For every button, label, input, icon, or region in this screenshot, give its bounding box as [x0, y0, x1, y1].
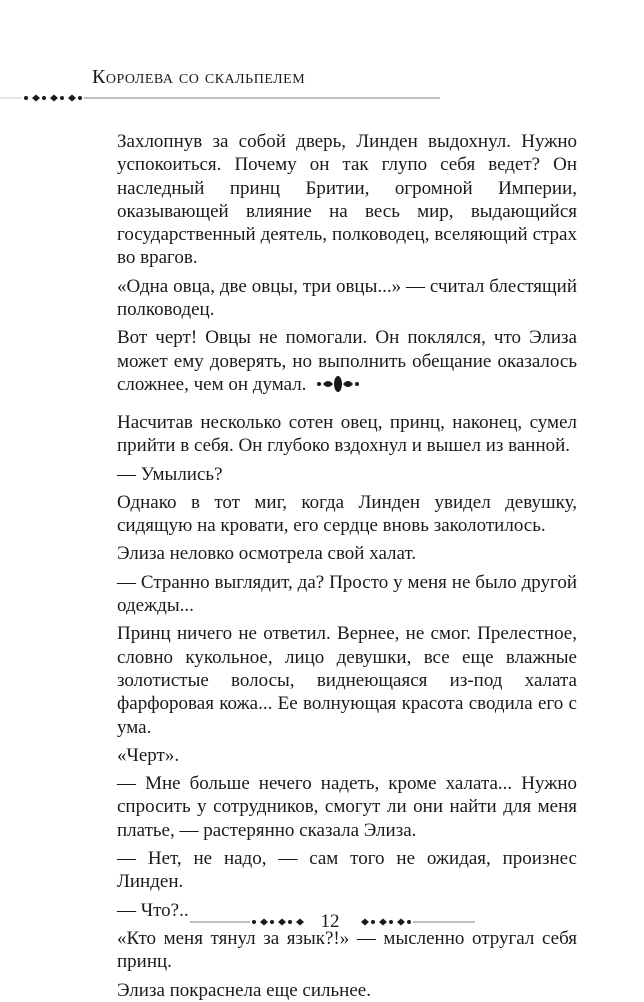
paragraph: «Черт». [117, 744, 180, 766]
paragraph: Вот черт! Овцы не помогали. Он поклялся, что Элиза может ему доверять, но выполнить обещание оказалось сложнее, чем он думал. [117, 327, 577, 395]
page-footer [0, 908, 644, 948]
paragraph: Насчитав несколько сотен овец, принц, наконец, сумел прийти в себя. Он глубоко вздохнул и вышел из ванной. [117, 412, 577, 457]
paragraph: — Что?.. [117, 899, 189, 921]
header-ornament-rule [0, 92, 440, 104]
paragraph: Однако в тот миг, когда Линден увидел девушку, сидящую на кровати, его сердце вновь заколотилось. [117, 491, 577, 537]
paragraph: — Мне больше нечего надеть, кроме халата... Нужно спросить у сотрудников, смогут ли они найти для меня платье, — растерянно сказала Элиза. [117, 773, 577, 841]
paragraph: Принц ничего не ответил. Вернее, не смог. Прелестное, словно кукольное, лицо девушки, все еще влажные золотистые волосы, виднеющаяся из-под халата фарфоровая кожа... Ее волнующая красота сводила его с ума. [117, 623, 577, 738]
paragraph: Элиза неловко осмотрела свой халат. [117, 543, 417, 565]
text-section-1 [117, 130, 577, 396]
book-title: Королева со скальпелем [92, 66, 306, 88]
footer-ornament-left [190, 916, 310, 928]
paragraph: — Нет, не надо, — сам того не ожидая, произнес Линден. [117, 848, 577, 893]
page-number: 12 [320, 911, 340, 932]
paragraph: — Умылись? [117, 463, 223, 485]
running-header [0, 58, 644, 108]
paragraph: Захлопнув за собой дверь, Линден выдохнул. Нужно успокоиться. Почему он так глупо себя ведет? Он наследный принц Бритии, огромной Империи, оказывающей влияние на весь мир, выдающийся государственный деятель, полководец, вселяющий страх во врагов. [117, 131, 577, 269]
paragraph: Элиза покраснела еще сильнее. [117, 979, 371, 1001]
scene-break-ornament [316, 374, 360, 394]
paragraph: — Странно выглядит, да? Просто у меня не было другой одежды... [117, 571, 577, 617]
footer-ornament-right [355, 916, 475, 928]
paragraph: «Одна овца, две овцы, три овцы...» — считал блестящий полководец. [117, 275, 577, 321]
paragraph: «Кто меня тянул за язык?!» — мысленно отругал себя принц. [117, 927, 577, 973]
